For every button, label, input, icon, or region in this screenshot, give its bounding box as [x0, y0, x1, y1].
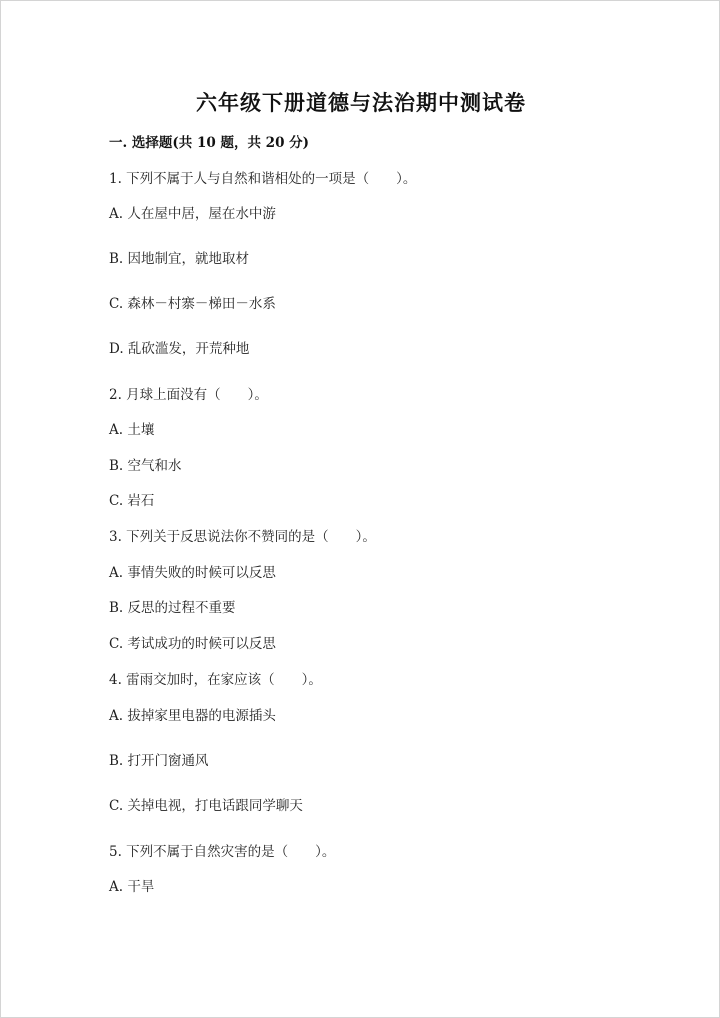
question-3-option-c: C. 考试成功的时候可以反思: [109, 636, 276, 652]
question-4-option-c: C. 关掉电视，打电话跟同学聊天: [109, 798, 303, 814]
question-4-option-b: B. 打开门窗通风: [109, 753, 209, 769]
question-1-option-a: A. 人在屋中居，屋在水中游: [109, 206, 276, 222]
question-4-stem: 4. 雷雨交加时，在家应该（ ）。: [109, 672, 322, 688]
question-2-option-b: B. 空气和水: [109, 458, 182, 474]
question-5-option-a: A. 干旱: [109, 879, 155, 895]
section-heading: 一. 选择题(共 10 题，共 20 分): [109, 135, 310, 151]
question-3-option-b: B. 反思的过程不重要: [109, 600, 236, 616]
question-2-stem: 2. 月球上面没有（ ）。: [109, 387, 268, 403]
question-3-option-a: A. 事情失败的时候可以反思: [109, 565, 276, 581]
question-1-option-d: D. 乱砍滥发，开荒种地: [109, 341, 250, 357]
question-5-stem: 5. 下列不属于自然灾害的是（ ）。: [109, 844, 336, 860]
question-2-option-a: A. 土壤: [109, 422, 155, 438]
question-1-option-c: C. 森林－村寨－梯田－水系: [109, 296, 276, 312]
question-2-option-c: C. 岩石: [109, 493, 155, 509]
question-1-option-b: B. 因地制宜，就地取材: [109, 251, 250, 267]
page-title: 六年级下册道德与法治期中测试卷: [196, 90, 526, 115]
question-4-option-a: A. 拔掉家里电器的电源插头: [109, 708, 276, 724]
question-3-stem: 3. 下列关于反思说法你不赞同的是（ ）。: [109, 529, 376, 545]
question-1-stem: 1. 下列不属于人与自然和谐相处的一项是（ ）。: [109, 171, 417, 187]
